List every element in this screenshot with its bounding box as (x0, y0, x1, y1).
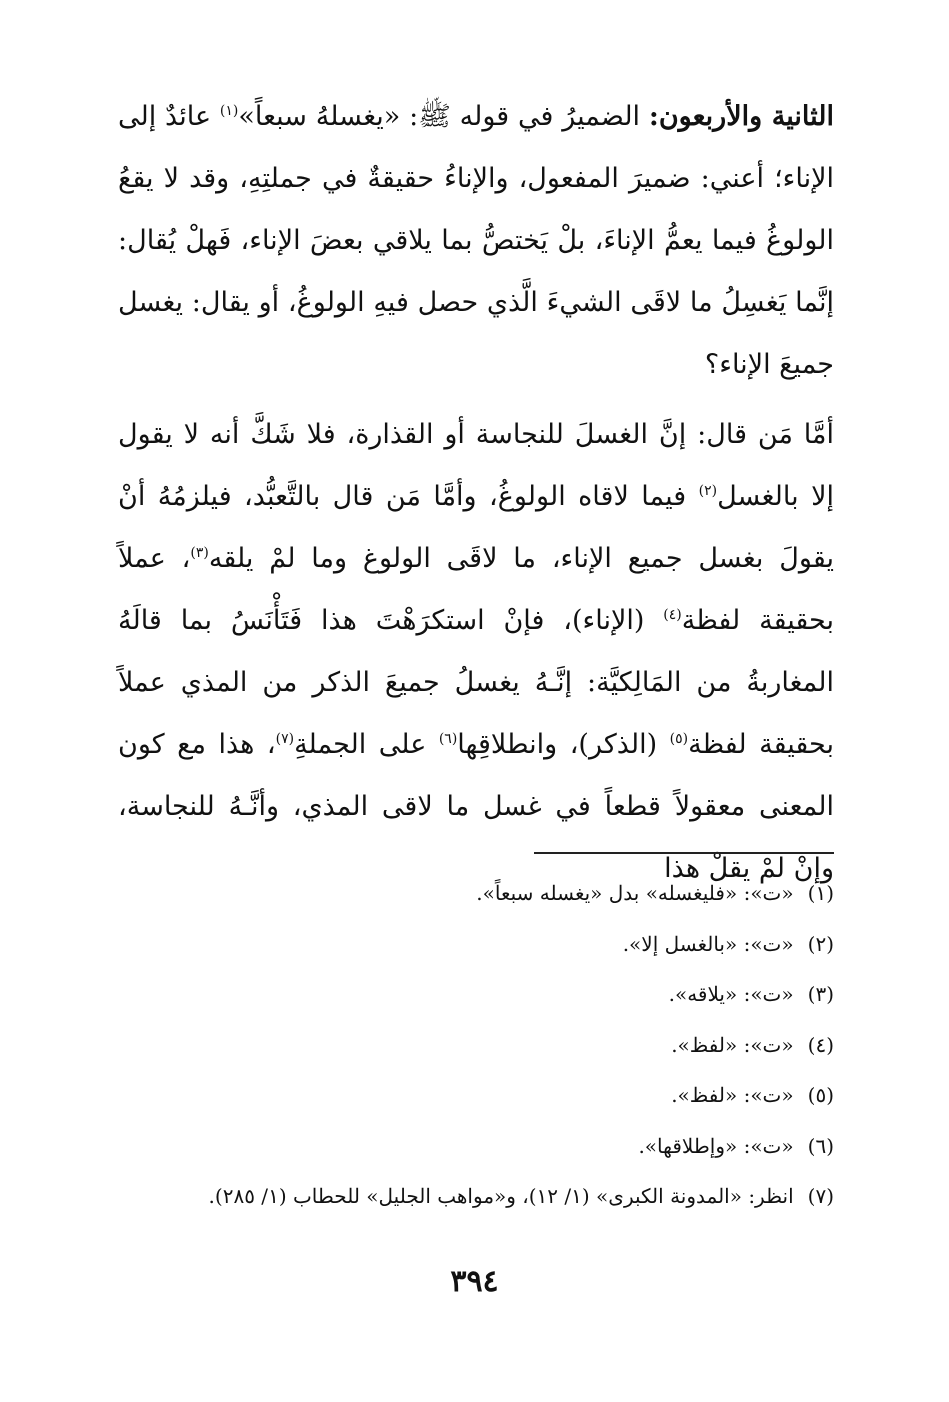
main-text (118, 86, 834, 900)
footnote-ref-1: (١) (219, 103, 239, 119)
footnotes-list (118, 868, 834, 1222)
section-heading: الثانية والأربعون: (648, 101, 835, 132)
footnote-number: (٤) (807, 1032, 834, 1057)
text-run: عائدٌ إلى الإناء؛ أعني: ضميرَ المفعول، والإناءُ حقيقةٌ في جملتِهِ، وقد لا يقعُ الولوغُ فيما يعمُّ الإناءَ، بلْ يَختصُّ بما يلاقي بعضَ الإناء، فَهلْ يُقال: إنَّما يَغسِلُ ما لاقَى الشيءَ الَّذي حصل فيهِ الولوغُ، أو يقال: يغسل جميعَ الإناء؟ (118, 101, 834, 380)
footnote-text: «ت»: «وإطلاقها». (638, 1133, 794, 1158)
footnote-3 (118, 969, 834, 1020)
paragraph-1 (118, 86, 834, 396)
text-run: على الجملةِ (294, 729, 439, 760)
footnote-text: «ت»: «فليغسله» بدل «يغسله سبعاً». (476, 881, 794, 905)
footnote-1 (118, 868, 834, 919)
footnote-number: (٦) (807, 1133, 834, 1158)
footnote-text: «ت»: «بالغسل إلا». (622, 931, 794, 956)
footnote-ref-4: (٤) (663, 607, 682, 623)
text-run: الضميرُ في قوله ﷺ: «يغسلهُ سبعاً» (238, 101, 649, 132)
footnote-ref-6: (٦) (438, 731, 458, 747)
footnote-text: «ت»: «لفظ». (671, 1032, 794, 1057)
text-run: أمَّا مَن قال: إنَّ الغسلَ للنجاسة أو القذارة، فلا شَكَّ أنه لا يقول إلا بالغسل (118, 419, 834, 512)
footnote-number: (٢) (807, 931, 834, 956)
footnote-number: (٥) (807, 1083, 834, 1107)
footnote-7 (118, 1171, 834, 1222)
text-run: ، هذا مع كون المعنى معقولاً قطعاً في غسل ما لاقى المذي، وأنَّـهُ للنجاسة، وإنْ لمْ يقلْ هذا (118, 729, 834, 884)
text-run: (الإناء)، فإنْ استكرَهْتَ هذا فَتَأْنَسُ بما قالَهُ المغاربةُ من المَالِكيَّة: إنَّـهُ يغسلُ جميعَ الذكر من المذي عملاً بحقيقة لفظة (118, 605, 835, 760)
text-run: (الذكر)، وانطلاقِها (457, 729, 670, 760)
footnote-ref-2: (٢) (698, 483, 718, 499)
footnote-number: (٧) (807, 1184, 834, 1208)
text-run: ، عملاً بحقيقة لفظة (118, 543, 834, 636)
footnote-number: (٣) (807, 982, 834, 1006)
footnote-4 (118, 1020, 834, 1071)
footnote-6 (118, 1121, 834, 1172)
footnote-text: «ت»: «لفظ». (671, 1083, 794, 1107)
footnote-ref-3: (٣) (190, 545, 209, 561)
text-run: فيما لاقاه الولوغُ، وأمَّا مَن قال بالتَّعبُّد، فيلزمُهُ أنْ يقولَ بغسل جميع الإناء، ما لاقَى الولوغ وما لمْ يلقه (118, 481, 834, 574)
footnote-text: انظر: «المدونة الكبرى» (١/ ١٢)، و«مواهب الجليل» للحطاب (١/ ٢٨٥). (208, 1184, 794, 1208)
footnote-separator (534, 852, 834, 854)
footnote-ref-5: (٥) (669, 731, 689, 747)
paragraph-2 (118, 404, 834, 900)
footnote-ref-7: (٧) (275, 731, 295, 747)
footnote-5 (118, 1070, 834, 1121)
footnote-text: «ت»: «يلاقه». (668, 982, 794, 1006)
footnote-number: (١) (807, 881, 834, 905)
footnote-2 (118, 919, 834, 970)
page-number: ٣٩٤ (450, 1264, 499, 1299)
